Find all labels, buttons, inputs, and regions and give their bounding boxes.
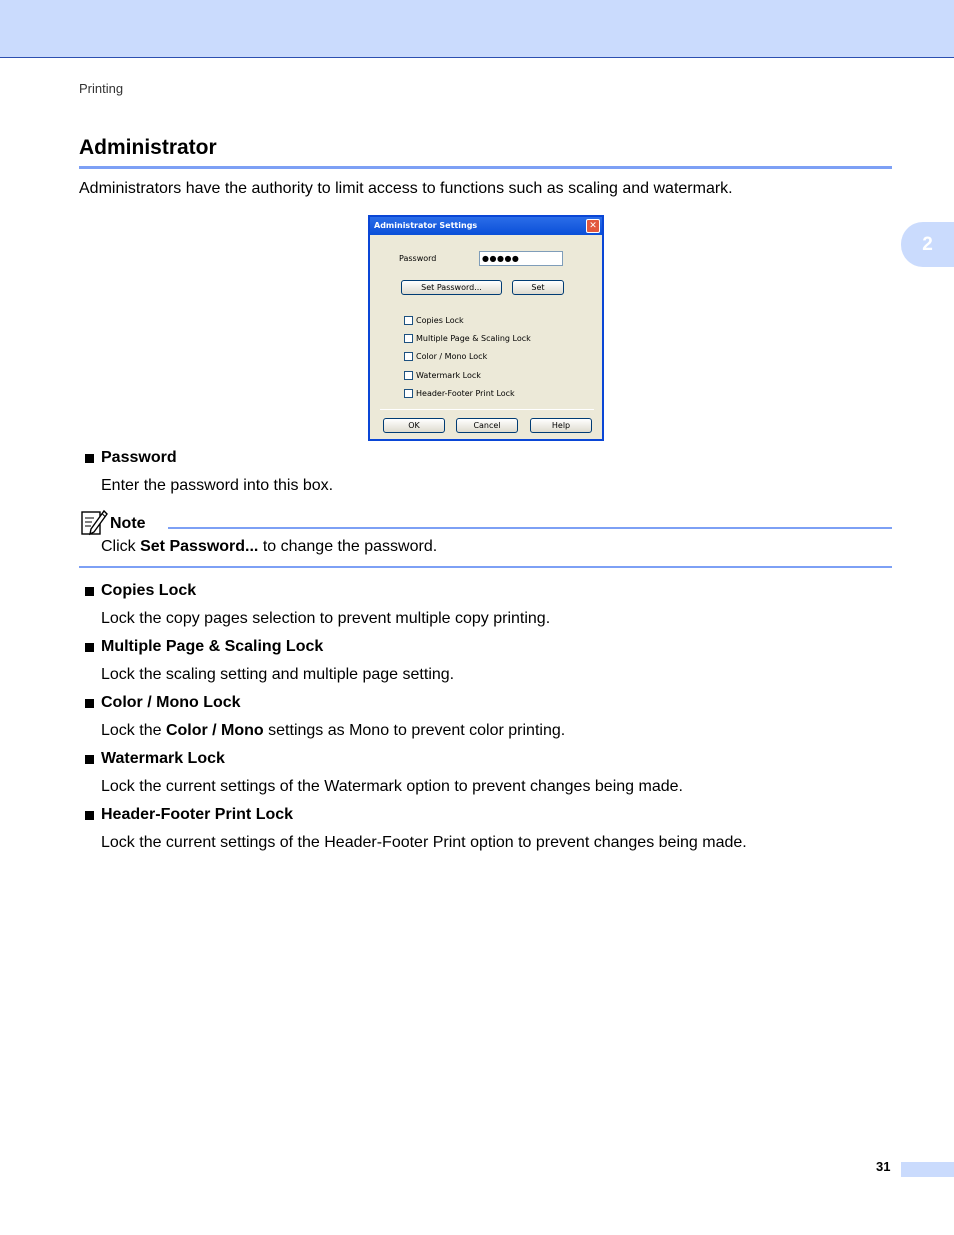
copies-lock-checkbox[interactable] bbox=[404, 314, 464, 326]
copies-lock-description: Lock the copy pages selection to prevent multiple copy printing. bbox=[101, 610, 551, 627]
square-bullet-icon bbox=[85, 699, 94, 708]
note-text-post: to change the password. bbox=[258, 538, 438, 555]
close-icon[interactable]: ✕ bbox=[586, 219, 600, 233]
checkbox-label: Color / Mono Lock bbox=[416, 351, 488, 361]
heading-text: Color / Mono Lock bbox=[101, 694, 241, 711]
square-bullet-icon bbox=[85, 454, 94, 463]
square-bullet-icon bbox=[85, 643, 94, 652]
watermark-lock-checkbox[interactable] bbox=[404, 369, 481, 381]
note-text bbox=[101, 538, 437, 556]
square-bullet-icon bbox=[85, 811, 94, 820]
color-mono-description bbox=[101, 722, 565, 740]
password-heading bbox=[85, 449, 177, 467]
checkbox-label: Watermark Lock bbox=[416, 370, 481, 380]
note-rule-top bbox=[168, 527, 892, 529]
page-number: 31 bbox=[876, 1159, 891, 1174]
set-password-button[interactable]: Set Password... bbox=[401, 280, 502, 295]
page-tab bbox=[901, 1162, 954, 1177]
ok-button[interactable]: OK bbox=[383, 418, 445, 433]
heading-text: Password bbox=[101, 449, 177, 466]
checkbox-label: Header-Footer Print Lock bbox=[416, 388, 515, 398]
copies-lock-heading bbox=[85, 582, 196, 600]
header-footer-heading bbox=[85, 806, 293, 824]
heading-text: Header-Footer Print Lock bbox=[101, 806, 294, 823]
watermark-description: Lock the current settings of the Watermark option to prevent changes being made. bbox=[101, 778, 683, 795]
note-rule-bottom bbox=[79, 566, 892, 568]
heading-text: Watermark Lock bbox=[101, 750, 225, 767]
color-mono-pre: Lock the bbox=[101, 722, 166, 739]
section-title: Administrator bbox=[79, 136, 217, 159]
checkbox-icon bbox=[404, 316, 413, 325]
checkbox-label: Copies Lock bbox=[416, 315, 464, 325]
square-bullet-icon bbox=[85, 755, 94, 764]
heading-text: Multiple Page & Scaling Lock bbox=[101, 638, 324, 655]
checkbox-icon bbox=[404, 334, 413, 343]
color-mono-heading bbox=[85, 694, 241, 712]
note-text-pre: Click bbox=[101, 538, 141, 555]
intro-paragraph: Administrators have the authority to limit access to functions such as scaling and watermark. bbox=[79, 180, 733, 197]
multiple-page-description: Lock the scaling setting and multiple page setting. bbox=[101, 666, 455, 683]
checkbox-icon bbox=[404, 389, 413, 398]
multiple-page-heading bbox=[85, 638, 323, 656]
checkbox-label: Multiple Page & Scaling Lock bbox=[416, 333, 531, 343]
checkbox-icon bbox=[404, 371, 413, 380]
note-text-bold: Set Password... bbox=[140, 538, 259, 555]
password-label: Password bbox=[399, 254, 437, 263]
watermark-heading bbox=[85, 750, 225, 768]
color-mono-bold: Color / Mono bbox=[165, 722, 264, 739]
password-input[interactable]: ●●●●● bbox=[479, 251, 563, 266]
chapter-tab: 2 bbox=[901, 222, 954, 267]
multiple-page-scaling-lock-checkbox[interactable] bbox=[404, 332, 531, 344]
color-mono-post: settings as Mono to prevent color printing. bbox=[263, 722, 566, 739]
heading-text: Copies Lock bbox=[101, 582, 197, 599]
dialog-title: Administrator Settings bbox=[370, 217, 602, 235]
square-bullet-icon bbox=[85, 587, 94, 596]
password-description: Enter the password into this box. bbox=[101, 477, 334, 494]
administrator-settings-dialog bbox=[368, 215, 604, 441]
set-button[interactable]: Set bbox=[512, 280, 564, 295]
note-pencil-icon bbox=[79, 507, 109, 537]
title-rule bbox=[79, 166, 892, 169]
cancel-button[interactable]: Cancel bbox=[456, 418, 518, 433]
dialog-separator bbox=[380, 409, 594, 410]
color-mono-lock-checkbox[interactable] bbox=[404, 350, 487, 362]
header-footer-description: Lock the current settings of the Header-Footer Print option to prevent changes being made. bbox=[101, 834, 747, 851]
header-footer-print-lock-checkbox[interactable] bbox=[404, 387, 515, 399]
help-button[interactable]: Help bbox=[530, 418, 592, 433]
top-band bbox=[0, 0, 954, 58]
checkbox-icon bbox=[404, 352, 413, 361]
note-label: Note bbox=[110, 515, 146, 532]
running-head: Printing bbox=[79, 81, 124, 96]
